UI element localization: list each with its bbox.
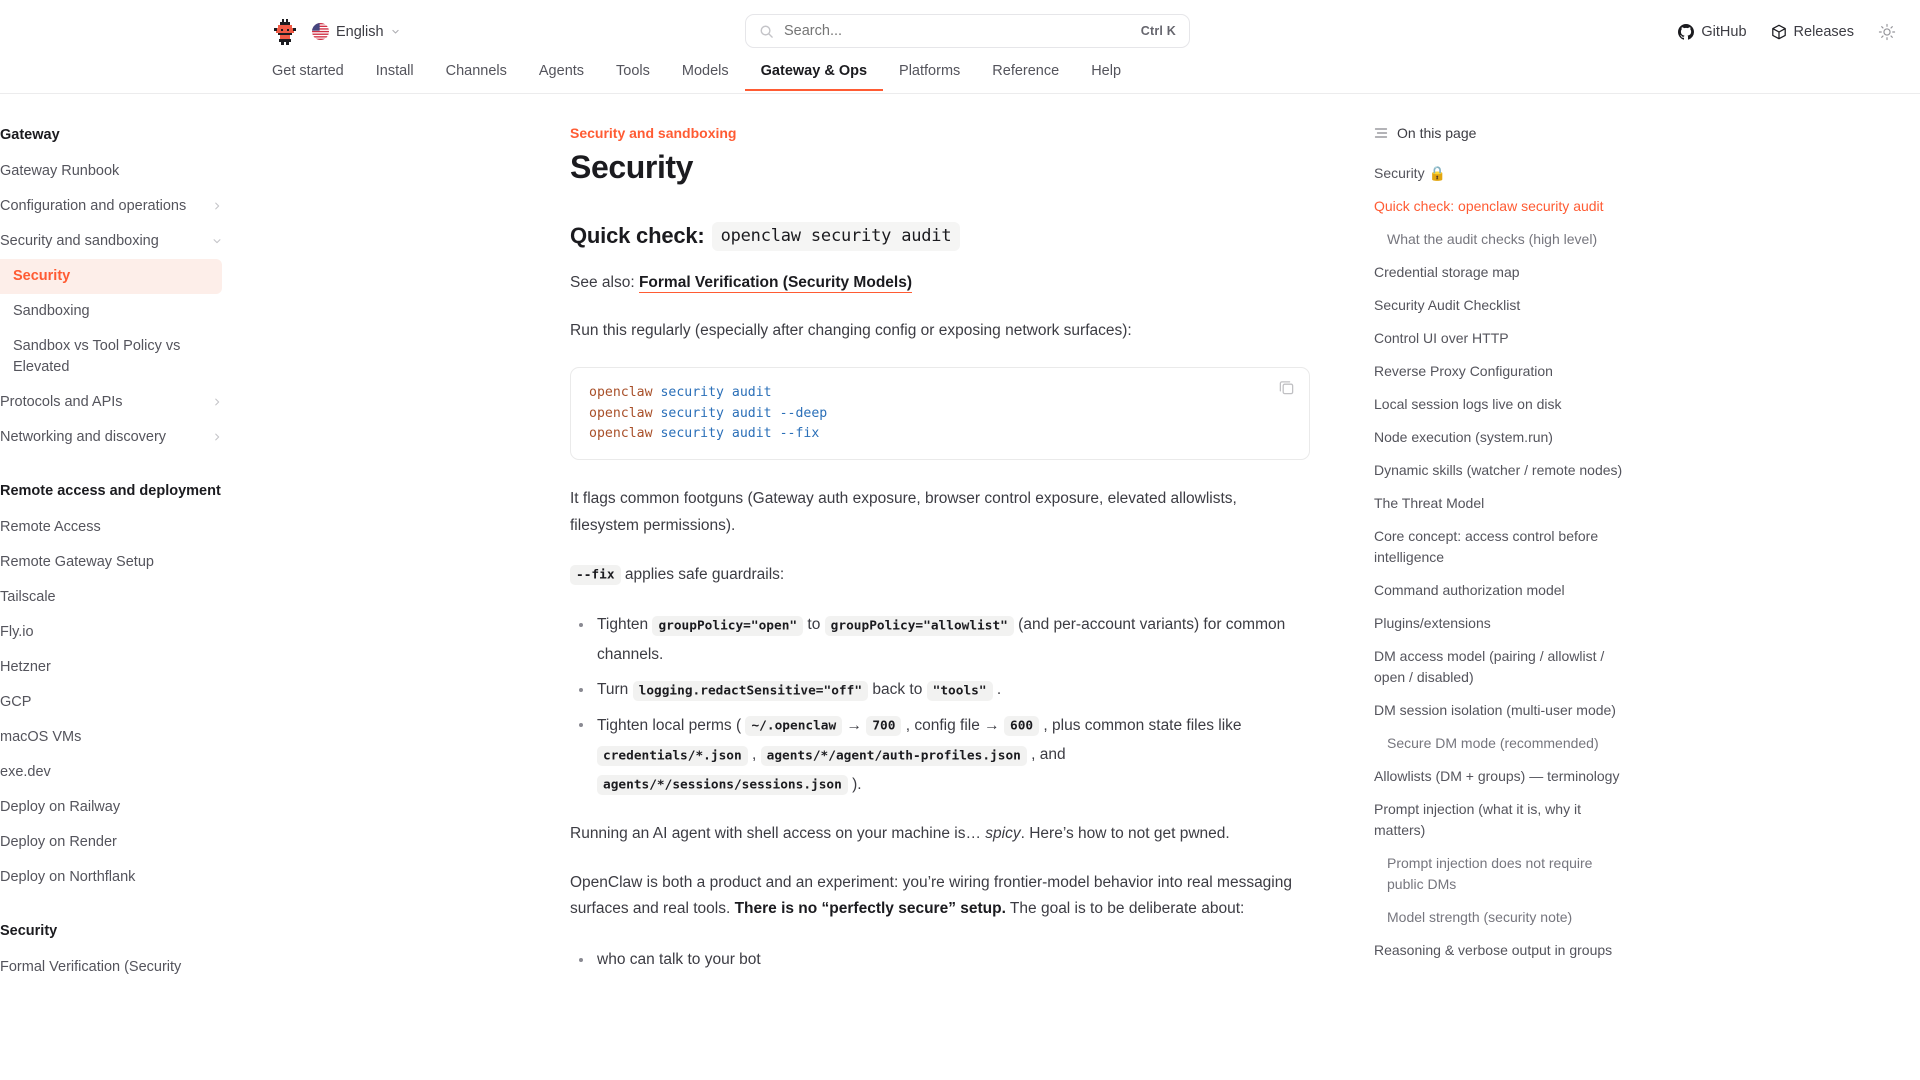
- chevron-right-icon: [212, 201, 222, 211]
- sidebar-item-configuration-and-operations[interactable]: [0, 189, 222, 224]
- search-box[interactable]: [745, 14, 1190, 48]
- nav-item-get-started[interactable]: Get started: [272, 63, 344, 79]
- section-heading-text: Quick check:: [570, 223, 705, 248]
- inline-code: agents/*/agent/auth-profiles.json: [761, 746, 1027, 766]
- toc-item[interactable]: What the audit checks (high level): [1387, 231, 1598, 247]
- no-perfect-security-bold: There is no “perfectly secure” setup.: [734, 900, 1006, 918]
- sidebar-item-security[interactable]: [0, 259, 222, 294]
- nav-item-help[interactable]: Help: [1091, 63, 1122, 79]
- page-title: Security: [570, 149, 694, 185]
- sidebar-item-label: Sandbox vs Tool Policy vs Elevated: [13, 338, 181, 376]
- inline-code: groupPolicy="allowlist": [825, 616, 1014, 636]
- section-heading-code: openclaw security audit: [712, 222, 961, 252]
- toc-item[interactable]: Allowlists (DM + groups) — terminology: [1374, 768, 1620, 784]
- sidebar-group-title: Gateway: [0, 127, 60, 143]
- sidebar-item-sandboxing[interactable]: [1, 294, 222, 329]
- list-item: [570, 711, 1310, 799]
- sidebar-item-remote-gateway-setup[interactable]: [0, 545, 222, 580]
- toc-item[interactable]: Node execution (system.run): [1374, 429, 1553, 445]
- sidebar-item-deploy-on-render[interactable]: [0, 825, 222, 860]
- page-layout: [0, 94, 1920, 1080]
- nav-item-platforms[interactable]: Platforms: [899, 63, 961, 79]
- code-line-3-args: security audit --fix: [652, 426, 820, 442]
- inline-code: 700: [866, 716, 901, 736]
- github-link[interactable]: [1678, 24, 1746, 40]
- sidebar-item-label: Security: [13, 268, 71, 285]
- sidebar-group-title: Security: [0, 923, 58, 940]
- list-item: who can talk to your bot: [570, 945, 1310, 974]
- sidebar-group-title: Remote access and deployment: [0, 483, 221, 500]
- openclaw-experiment-paragraph: [570, 870, 1310, 923]
- bullet-3-content: Tighten local perms ( ~/.openclaw → 700 , config file → 600 , plus common state files like credentials/*.json , agents/*/agent/auth-profiles.json , and agents/*/sessions/sessions.json ).: [597, 717, 1242, 793]
- sidebar-item-formal-verification[interactable]: [0, 950, 222, 985]
- sidebar-item-label: Hetzner: [0, 659, 51, 676]
- fix-flag-code: --fix: [570, 565, 621, 585]
- sidebar-item-label: exe.dev: [0, 764, 51, 781]
- github-icon: [1678, 24, 1694, 40]
- nav-item-gateway-ops[interactable]: Gateway & Ops: [745, 63, 883, 91]
- openclaw-text-2: The goal is to be deliberate about:: [1005, 900, 1245, 918]
- list-item: [570, 675, 1310, 704]
- toc-item[interactable]: Prompt injection (what it is, why it matters): [1374, 801, 1581, 838]
- spicy-text-1: Running an AI agent with shell access on your machine is…: [570, 825, 986, 843]
- inline-code: groupPolicy="open": [652, 616, 803, 636]
- toc-item[interactable]: Secure DM mode (recommended): [1387, 735, 1599, 751]
- code-line-1-args: security audit: [652, 385, 772, 401]
- toc-item[interactable]: Local session logs live on disk: [1374, 396, 1562, 412]
- sidebar-item-hetzner[interactable]: [0, 650, 222, 685]
- sidebar-item-protocols-and-apis[interactable]: [0, 385, 222, 420]
- list-item: [570, 610, 1310, 669]
- sidebar-item-label: Remote Access: [0, 519, 101, 536]
- github-label: GitHub: [1701, 23, 1747, 40]
- sidebar-item-label: Gateway Runbook: [0, 163, 120, 180]
- language-switcher[interactable]: [312, 23, 400, 40]
- fix-guardrails-paragraph: [570, 562, 1310, 589]
- sidebar-item-label: Remote Gateway Setup: [0, 554, 154, 571]
- releases-link[interactable]: [1771, 24, 1854, 40]
- section-heading-quick-check: [570, 221, 1310, 252]
- chevron-right-icon: [212, 397, 222, 407]
- nav-item-channels[interactable]: Channels: [445, 63, 507, 79]
- main-content: [570, 94, 1310, 1080]
- toc-item[interactable]: Core concept: access control before intelligence: [1374, 528, 1599, 565]
- bullet-2-content: Turn logging.redactSensitive="off" back to "tools" .: [597, 681, 1001, 698]
- sidebar-group-security: [0, 921, 222, 985]
- sidebar-item-label: Deploy on Northflank: [0, 869, 136, 886]
- header-right-group: [1678, 0, 1896, 63]
- sidebar-item-deploy-on-railway[interactable]: [0, 790, 222, 825]
- code-line-1-cmd: openclaw: [589, 385, 653, 401]
- code-line-2-cmd: openclaw: [589, 405, 653, 421]
- toc-item[interactable]: Reasoning & verbose output in groups: [1374, 942, 1613, 958]
- see-also-paragraph: [570, 270, 1310, 297]
- sidebar-item-label: Protocols and APIs: [0, 394, 123, 411]
- sidebar-item-label: Fly.io: [0, 624, 34, 641]
- sidebar-item-networking-and-discovery[interactable]: [0, 420, 222, 455]
- sidebar-item-label: Security and sandboxing: [0, 233, 159, 250]
- toc-item[interactable]: Quick check: openclaw security audit: [1374, 198, 1604, 214]
- inline-code: ~/.openclaw: [745, 716, 842, 736]
- search-input[interactable]: [784, 23, 1131, 39]
- flags-footguns-paragraph: It flags common footguns (Gateway auth exposure, browser control exposure, elevated allowlists, filesystem permissions).: [570, 490, 1237, 535]
- chevron-right-icon: [212, 432, 222, 442]
- sidebar-item-label: Formal Verification (Security: [0, 959, 182, 976]
- primary-nav: [0, 63, 1920, 94]
- language-label: English: [336, 23, 384, 40]
- sidebar-item-label: Tailscale: [0, 589, 56, 606]
- inline-code: agents/*/sessions/sessions.json: [597, 775, 848, 795]
- list-icon: [1374, 126, 1388, 140]
- sidebar-item-sandbox-vs-tool-policy-vs-elevated[interactable]: [1, 329, 222, 385]
- sidebar-item-security-and-sandboxing[interactable]: [0, 224, 222, 259]
- toc-item[interactable]: Plugins/extensions: [1374, 615, 1491, 631]
- us-flag-icon: [312, 23, 329, 40]
- openclaw-text-1: OpenClaw is both a product and an experiment: you’re wiring frontier-model behavior into real messaging surfaces and real tools.: [570, 873, 1292, 918]
- run-regularly-paragraph: Run this regularly (especially after changing config or exposing network surfaces):: [570, 322, 1132, 340]
- sun-icon[interactable]: [1878, 23, 1896, 41]
- code-content[interactable]: [589, 383, 1291, 444]
- sidebar-item-label: GCP: [0, 694, 32, 711]
- package-icon: [1771, 24, 1787, 40]
- sidebar-item-label: Sandboxing: [13, 303, 90, 320]
- doc-sidebar: [0, 94, 562, 1080]
- code-block-security-audit: [570, 367, 1310, 460]
- formal-verification-link[interactable]: Formal Verification (Security Models): [638, 273, 912, 291]
- sidebar-item-exe-dev[interactable]: [0, 755, 222, 790]
- nav-item-reference[interactable]: Reference: [992, 63, 1060, 79]
- nav-item-models[interactable]: Models: [681, 63, 729, 79]
- toc-item[interactable]: Security 🔒: [1374, 165, 1446, 181]
- inline-code: logging.redactSensitive="off": [633, 681, 868, 701]
- toc-item[interactable]: Model strength (security note): [1387, 909, 1573, 925]
- spicy-paragraph: [570, 821, 1310, 848]
- toc-item[interactable]: Control UI over HTTP: [1374, 330, 1509, 346]
- sidebar-item-gateway-runbook[interactable]: [0, 154, 222, 189]
- sidebar-group-gateway: [0, 125, 222, 455]
- breadcrumb[interactable]: Security and sandboxing: [570, 125, 737, 141]
- sidebar-item-label: Configuration and operations: [0, 198, 187, 215]
- code-line-2-args: security audit --deep: [652, 405, 828, 421]
- nav-item-agents[interactable]: Agents: [538, 63, 585, 79]
- sidebar-item-label: macOS VMs: [0, 729, 82, 746]
- copy-icon[interactable]: [1278, 379, 1295, 396]
- sidebar-group-remote-access-and-deployment: [0, 481, 222, 895]
- inline-code: "tools": [927, 681, 993, 701]
- toc-item[interactable]: Credential storage map: [1374, 264, 1520, 280]
- see-also-prefix: See also:: [570, 273, 635, 291]
- toc-item[interactable]: Security Audit Checklist: [1374, 297, 1521, 313]
- chevron-down-icon: [212, 236, 222, 246]
- sidebar-item-fly-io[interactable]: [0, 615, 222, 650]
- code-line-3-cmd: openclaw: [589, 426, 653, 442]
- deliberate-bullet-list: [570, 945, 1310, 974]
- on-this-page-toc: [1374, 94, 1626, 1080]
- spicy-text-2: . Here’s how to not get pwned.: [1020, 825, 1230, 843]
- toc-item[interactable]: Reverse Proxy Configuration: [1374, 363, 1553, 379]
- crab-logo[interactable]: [272, 19, 298, 45]
- sidebar-item-label: Deploy on Render: [0, 834, 117, 851]
- sidebar-subtree-security-and-sandboxing: [0, 259, 222, 385]
- search-shortcut-hint: Ctrl K: [1140, 24, 1176, 38]
- toc-item[interactable]: DM access model (pairing / allowlist / open / disabled): [1374, 648, 1605, 685]
- spicy-emphasis: spicy: [985, 825, 1021, 843]
- toc-heading: [1374, 125, 1626, 141]
- sidebar-item-tailscale[interactable]: [0, 580, 222, 615]
- header-left-group: [0, 19, 400, 45]
- sidebar-item-deploy-on-northflank[interactable]: [0, 860, 222, 895]
- toc-item[interactable]: Command authorization model: [1374, 582, 1565, 598]
- sidebar-item-macos-vms[interactable]: [0, 720, 222, 755]
- toc-item[interactable]: Prompt injection does not require public DMs: [1387, 855, 1593, 892]
- bullet-1-content: Tighten groupPolicy="open" to groupPolicy="allowlist" (and per-account variants) for common channels.: [597, 616, 1286, 663]
- toc-list: [1374, 157, 1626, 967]
- releases-label: Releases: [1793, 23, 1854, 40]
- toc-item[interactable]: Dynamic skills (watcher / remote nodes): [1374, 462, 1623, 478]
- toc-heading-label: On this page: [1397, 125, 1477, 141]
- inline-code: credentials/*.json: [597, 746, 748, 766]
- sidebar-item-label: Networking and discovery: [0, 429, 167, 446]
- sidebar-item-label: Deploy on Railway: [0, 799, 121, 816]
- fix-guardrails-text: applies safe guardrails:: [624, 565, 785, 583]
- sidebar-item-remote-access[interactable]: [0, 510, 222, 545]
- nav-item-install[interactable]: Install: [375, 63, 414, 79]
- inline-code: 600: [1004, 716, 1039, 736]
- search-icon: [759, 24, 774, 39]
- chevron-down-icon: [391, 27, 400, 36]
- toc-item[interactable]: The Threat Model: [1374, 495, 1485, 511]
- toc-item[interactable]: DM session isolation (multi-user mode): [1374, 702, 1616, 718]
- site-header: [0, 0, 1920, 63]
- nav-item-tools[interactable]: Tools: [616, 63, 650, 79]
- guardrail-bullet-list: [570, 610, 1310, 799]
- sidebar-item-gcp[interactable]: [0, 685, 222, 720]
